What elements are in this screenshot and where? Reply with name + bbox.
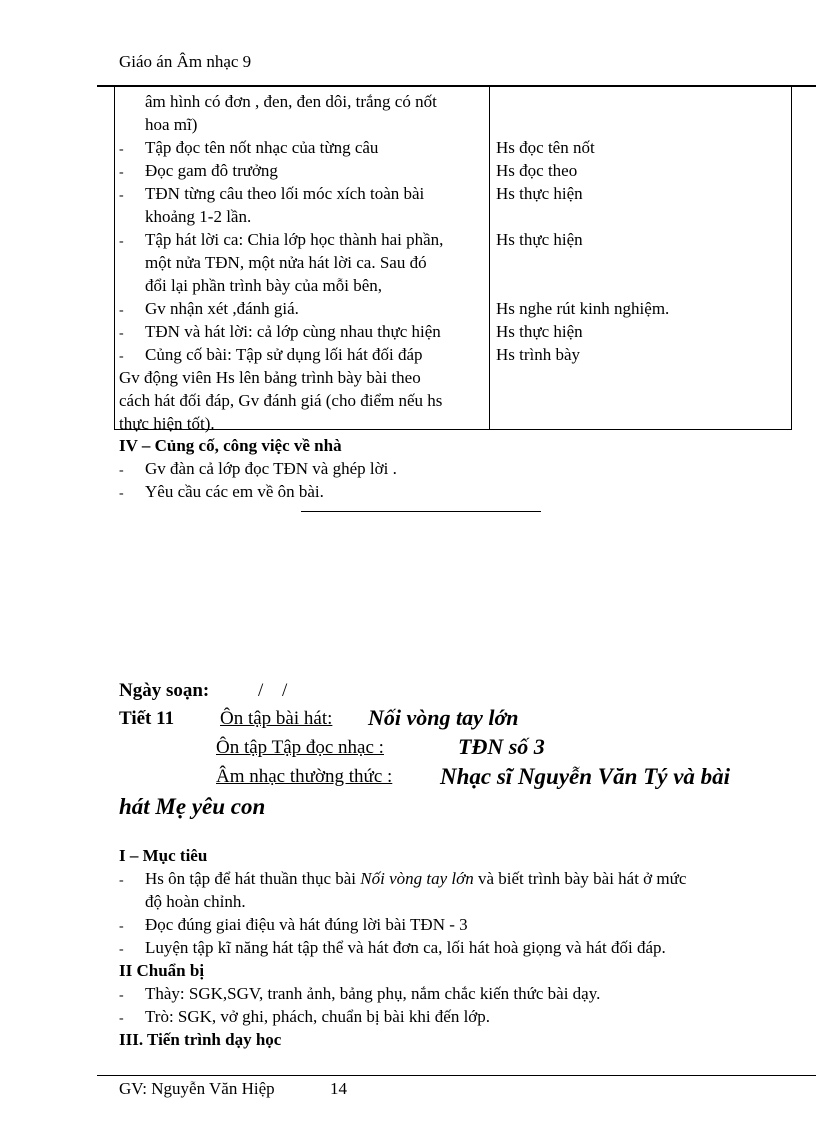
table-right-line: Hs thực hiện — [496, 230, 583, 249]
page-header-title: Giáo án Âm nhạc 9 — [119, 52, 252, 71]
bullet-dash: - — [119, 873, 124, 888]
lesson-line3-label: Âm nhạc thường thức : — [216, 766, 393, 787]
bullet-dash: - — [119, 463, 124, 478]
section-i-item-cont: độ hoàn chỉnh. — [145, 892, 246, 911]
lesson-line2-title: TĐN số 3 — [458, 734, 545, 759]
table-right-line: Hs thực hiện — [496, 184, 583, 203]
table-left-line: TĐN từng câu theo lối móc xích toàn bài — [145, 184, 425, 203]
table-column-divider — [489, 87, 490, 429]
section-i-item-text: và biết trình bày bài hát ở mức — [473, 869, 687, 888]
table-left-line: hoa mĩ) — [145, 115, 198, 134]
table-right-line: Hs thực hiện — [496, 322, 583, 341]
table-left-line: Đọc gam đô trưởng — [145, 161, 278, 180]
bullet-dash: - — [119, 188, 124, 203]
date-value: / / — [258, 680, 288, 701]
table-left-line: Tập hát lời ca: Chia lớp học thành hai phần, — [145, 230, 444, 249]
table-left-line: TĐN và hát lời: cả lớp cùng nhau thực hiện — [145, 322, 441, 341]
section-i-item: Luyện tập kĩ năng hát tập thể và hát đơn ca, lối hát hoà giọng và hát đối đáp. — [145, 938, 666, 957]
song-title: Nối vòng tay lớn — [360, 869, 474, 888]
footer-author: GV: Nguyễn Văn Hiệp — [119, 1079, 275, 1098]
table-left-line: Củng cố bài: Tập sử dụng lối hát đối đáp — [145, 345, 423, 364]
lesson-line2-label: Ôn tập Tập đọc nhạc : — [216, 737, 384, 758]
section-i-title: I – Mục tiêu — [119, 846, 208, 865]
section-i-item-text: Hs ôn tập để hát thuần thục bài — [145, 869, 361, 888]
section-ii-item: Trò: SGK, vở ghi, phách, chuẩn bị bài khi đến lớp. — [145, 1007, 491, 1026]
date-label: Ngày soạn: — [119, 680, 210, 701]
table-left-line: đổi lại phần trình bày của mỗi bên, — [145, 276, 382, 295]
table-left-line: thực hiện tốt). — [119, 414, 215, 433]
table-left-line: âm hình có đơn , đen, đen dôi, trắng có nốt — [145, 92, 437, 111]
table-right-line: Hs trình bày — [496, 345, 581, 364]
table-right-line: Hs nghe rút kinh nghiệm. — [496, 299, 670, 318]
footer-rule — [97, 1075, 816, 1076]
table-left-line: Gv nhận xét ,đánh giá. — [145, 299, 299, 318]
table-right-line: Hs đọc theo — [496, 161, 578, 180]
table-left-line: cách hát đối đáp, Gv đánh giá (cho điểm nếu hs — [119, 391, 443, 410]
bullet-dash: - — [119, 988, 124, 1003]
section-iv-title: IV – Củng cố, công việc về nhà — [119, 436, 342, 455]
bullet-dash: - — [119, 142, 124, 157]
bullet-dash: - — [119, 1011, 124, 1026]
section-separator — [301, 511, 541, 512]
section-ii-title: II Chuẩn bị — [119, 961, 205, 980]
lesson-line3-title: Nhạc sĩ Nguyễn Văn Tý và bài — [440, 764, 731, 789]
bullet-dash: - — [119, 919, 124, 934]
page-number: 14 — [330, 1079, 347, 1098]
table-left-line: Gv động viên Hs lên bảng trình bày bài theo — [119, 368, 421, 387]
lesson-line3-continuation: hát Mẹ yêu con — [119, 794, 266, 819]
bullet-dash: - — [119, 165, 124, 180]
bullet-dash: - — [119, 486, 124, 501]
bullet-dash: - — [119, 326, 124, 341]
section-ii-item: Thày: SGK,SGV, tranh ảnh, bảng phụ, nắm chắc kiến thức bài dạy. — [145, 984, 601, 1003]
section-i-item: Đọc đúng giai điệu và hát đúng lời bài TĐN - 3 — [145, 915, 468, 934]
table-left-line: Tập đọc tên nốt nhạc của từng câu — [145, 138, 379, 157]
bullet-dash: - — [119, 349, 124, 364]
bullet-dash: - — [119, 303, 124, 318]
section-i-item — [145, 867, 686, 890]
section-iii-title: III. Tiến trình dạy học — [119, 1030, 282, 1049]
table-right-line: Hs đọc tên nốt — [496, 138, 595, 157]
bullet-dash: - — [119, 942, 124, 957]
lesson-line1-title: Nối vòng tay lớn — [368, 705, 519, 730]
table-left-line: khoảng 1-2 lần. — [145, 207, 252, 226]
section-iv-item: Yêu cầu các em về ôn bài. — [145, 482, 324, 501]
bullet-dash: - — [119, 234, 124, 249]
table-left-line: một nửa TĐN, một nửa hát lời ca. Sau đó — [145, 253, 427, 272]
section-iv-item: Gv đàn cả lớp đọc TĐN và ghép lời . — [145, 459, 397, 478]
lesson-line1-label: Ôn tập bài hát: — [220, 708, 333, 729]
lesson-number: Tiết 11 — [119, 708, 175, 729]
